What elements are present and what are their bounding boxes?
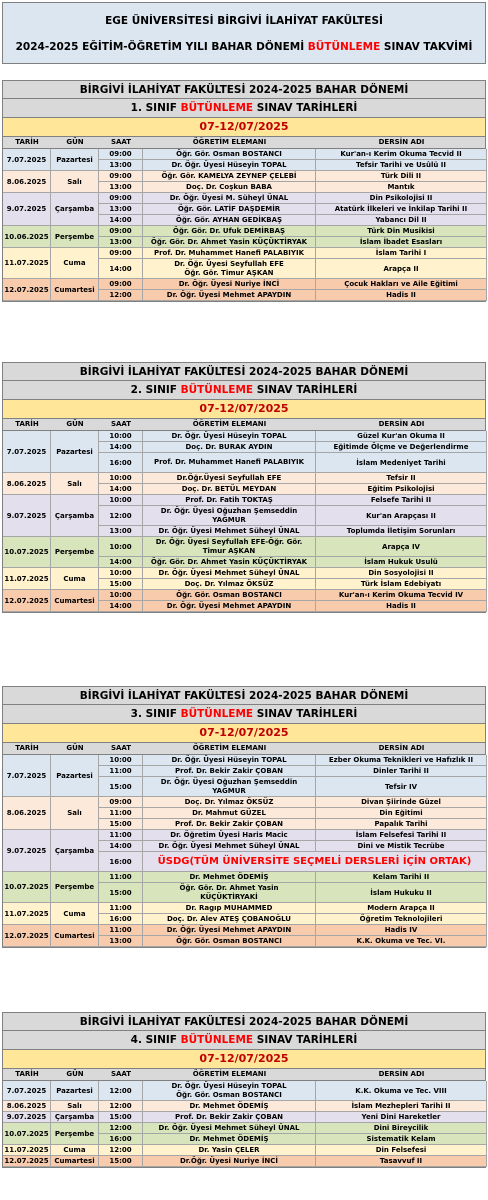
- exam-time: 15:00: [99, 819, 143, 830]
- exam-day: Pazartesi: [51, 755, 99, 797]
- instructor-name: Prof. Dr. Muhammet Hanefi PALABIYIK: [143, 248, 316, 259]
- exam-date: 7.07.2025: [3, 149, 51, 171]
- exam-time: 10:00: [99, 568, 143, 579]
- exam-time: 09:00: [99, 279, 143, 290]
- exam-day: Cumartesi: [51, 925, 99, 947]
- course-name: İslam Hukuk Usulü: [316, 557, 487, 568]
- exam-date: 7.07.2025: [3, 1081, 51, 1101]
- instructor-name: Dr. Mehmet ÖDEMİŞ: [143, 1101, 316, 1112]
- course-name: Din Sosyolojisi II: [316, 568, 487, 579]
- course-name: Papalık Tarihi: [316, 819, 487, 830]
- exam-time: 11:00: [99, 830, 143, 841]
- course-name: Eğitim Psikolojisi: [316, 484, 487, 495]
- course-name: Sistematik Kelam: [316, 1134, 487, 1145]
- column-header-tarih: TARİH: [15, 744, 39, 752]
- section-subtitle: [2, 1031, 486, 1050]
- exam-date: 9.07.2025: [3, 1112, 51, 1123]
- course-name: Çocuk Hakları ve Aile Eğitimi: [316, 279, 487, 290]
- exam-period: 07-12/07/2025: [2, 118, 486, 137]
- exam-day: Cumartesi: [51, 590, 99, 612]
- course-name: Hadis II: [316, 601, 487, 612]
- course-name: Kur'an-ı Kerim Okuma Tecvid II: [316, 149, 487, 160]
- exam-time: 15:00: [99, 1112, 143, 1123]
- exam-time: 11:00: [99, 925, 143, 936]
- exam-period: 07-12/07/2025: [2, 400, 486, 419]
- instructor-name: Öğr. Gör. Dr. Ahmet Yasin KÜÇÜKTİRYAK: [143, 557, 316, 568]
- exam-period: 07-12/07/2025: [2, 724, 486, 743]
- exam-time: 13:00: [99, 526, 143, 537]
- course-name: Mantık: [316, 182, 487, 193]
- exam-time: 12:00: [99, 1081, 143, 1101]
- exam-date: 12.07.2025: [3, 1156, 51, 1167]
- instructor-name: Prof. Dr. Muhammet Hanefi PALABIYIK: [143, 453, 316, 473]
- course-name: Dini Bireycilik: [316, 1123, 487, 1134]
- exam-time: 14:00: [99, 484, 143, 495]
- exam-day: Perşembe: [51, 872, 99, 903]
- exam-time: 10:00: [99, 473, 143, 484]
- exam-date: 8.06.2025: [3, 171, 51, 193]
- exam-time: 09:00: [99, 171, 143, 182]
- column-header-ders: DERSİN ADI: [378, 744, 425, 752]
- course-name: Hadis IV: [316, 925, 487, 936]
- course-name: Kur'an-ı Kerim Okuma Tecvid IV: [316, 590, 487, 601]
- instructor-name: Öğr. Gör. LATİF DAŞDEMİR: [143, 204, 316, 215]
- exam-date: 12.07.2025: [3, 279, 51, 301]
- course-name: Eğitimde Ölçme ve Değerlendirme: [316, 442, 487, 453]
- column-header-row: [2, 1069, 486, 1081]
- exam-time: 10:00: [99, 590, 143, 601]
- instructor-name: Öğr. Gör. Osman BOSTANCI: [143, 936, 316, 947]
- instructor-name: Dr. Mehmet ÖDEMİŞ: [143, 872, 316, 883]
- course-name: Atatürk İlkeleri ve İnkilap Tarihi II: [316, 204, 487, 215]
- exam-day: Çarşamba: [51, 830, 99, 872]
- exam-day: Perşembe: [51, 537, 99, 568]
- schedule-title-highlight: BÜTÜNLEME: [307, 41, 381, 53]
- exam-time: 16:00: [99, 914, 143, 925]
- section-title: BİRGİVİ İLAHİYAT FAKÜLTESİ 2024-2025 BAHAR DÖNEMİ: [2, 1012, 486, 1031]
- column-header-tarih: TARİH: [15, 1070, 39, 1078]
- exam-time: 11:00: [99, 872, 143, 883]
- instructor-name: Dr. Öğr. Üyesi Nuriye İNCİ: [143, 279, 316, 290]
- instructor-name: Öğr. Gör. Dr. Ahmet Yasin KÜÇÜKTİRYAK: [143, 237, 316, 248]
- column-header-row: [2, 419, 486, 431]
- course-name: Öğretim Teknolojileri: [316, 914, 487, 925]
- instructor-name: Dr. Öğr. Üyesi Seyfullah EFE-Öğr. Gör. Timur AŞKAN: [143, 537, 316, 557]
- exam-day: Çarşamba: [51, 1112, 99, 1123]
- course-name: Arapça II: [316, 259, 487, 279]
- subtitle-suffix: SINAV TARİHLERİ: [253, 384, 358, 396]
- subtitle-highlight: BÜTÜNLEME: [180, 708, 254, 720]
- column-header-ogretim: ÖĞRETİM ELEMANI: [192, 138, 267, 146]
- column-header-saat: SAAT: [110, 1070, 132, 1078]
- exam-date: 11.07.2025: [3, 568, 51, 590]
- course-name: İslam Mezhepleri Tarihi II: [316, 1101, 487, 1112]
- section-subtitle: [2, 381, 486, 400]
- course-name: Yeni Dini Hareketler: [316, 1112, 487, 1123]
- exam-time: 14:00: [99, 841, 143, 852]
- exam-period: 07-12/07/2025: [2, 1050, 486, 1069]
- exam-time: 10:00: [99, 431, 143, 442]
- instructor-name: Dr. Öğr. Üyesi Mehmet Süheyl ÜNAL: [143, 1123, 316, 1134]
- subtitle-prefix: 2. SINIF: [130, 384, 181, 396]
- exam-day: Salı: [51, 171, 99, 193]
- course-name: Kelam Tarihi II: [316, 872, 487, 883]
- class-section-1: [2, 80, 486, 302]
- exam-time: 12:00: [99, 1123, 143, 1134]
- schedule-title-prefix: 2024-2025 EĞİTİM-ÖĞRETİM YILI BAHAR DÖNEMİ: [15, 41, 308, 53]
- course-name: Türk İslam Edebiyatı: [316, 579, 487, 590]
- course-name: Ezber Okuma Teknikleri ve Hafızlık II: [316, 755, 487, 766]
- course-name: Modern Arapça II: [316, 903, 487, 914]
- instructor-name: Öğr. Gör. AYHAN GEDİKBAŞ: [143, 215, 316, 226]
- exam-date: 10.07.2025: [3, 537, 51, 568]
- column-header-gun: GÜN: [66, 138, 84, 146]
- exam-day: Pazartesi: [51, 149, 99, 171]
- exam-date: 8.06.2025: [3, 473, 51, 495]
- exam-date: 11.07.2025: [3, 903, 51, 925]
- exam-day: Salı: [51, 1101, 99, 1112]
- instructor-name: Doç. Dr. Alev ATEŞ ÇOBANOĞLU: [143, 914, 316, 925]
- instructor-name: Dr. Ragıp MUHAMMED: [143, 903, 316, 914]
- course-name: Dini ve Mistik Tecrübe: [316, 841, 487, 852]
- page-header: [2, 2, 486, 64]
- column-header-ogretim: ÖĞRETİM ELEMANI: [192, 1070, 267, 1078]
- class-section-4: [2, 1012, 486, 1168]
- course-name: Arapça IV: [316, 537, 487, 557]
- course-name: Güzel Kur'an Okuma II: [316, 431, 487, 442]
- course-name: K.K. Okuma ve Tec. VI.: [316, 936, 487, 947]
- course-name: İslam Medeniyet Tarihi: [316, 453, 487, 473]
- instructor-name: Dr.Öğr. Üyesi Nuriye İNCİ: [143, 1156, 316, 1167]
- column-header-ogretim: ÖĞRETİM ELEMANI: [192, 420, 267, 428]
- instructor-name: Öğr. Gör. Dr. Ufuk DEMİRBAŞ: [143, 226, 316, 237]
- instructor-name: Dr. Öğr. Üyesi M. Süheyl ÜNAL: [143, 193, 316, 204]
- instructor-name: Öğr. Gör. Osman BOSTANCI: [143, 149, 316, 160]
- course-name: İslam Tarihi I: [316, 248, 487, 259]
- instructor-name: Dr. Öğr. Üyesi Mehmet APAYDIN: [143, 290, 316, 301]
- course-name: Tasavvuf II: [316, 1156, 487, 1167]
- exam-time: 11:00: [99, 808, 143, 819]
- instructor-name: Doç. Dr. Coşkun BABA: [143, 182, 316, 193]
- exam-time: 14:00: [99, 259, 143, 279]
- column-header-gun: GÜN: [66, 744, 84, 752]
- course-name: Türk Dili II: [316, 171, 487, 182]
- section-subtitle: [2, 99, 486, 118]
- schedule-title: [3, 41, 485, 53]
- exam-time: 11:00: [99, 903, 143, 914]
- exam-time: 12:00: [99, 290, 143, 301]
- exam-time: 09:00: [99, 193, 143, 204]
- exam-table: [2, 431, 486, 613]
- exam-date: 10.07.2025: [3, 872, 51, 903]
- instructor-name: Dr.Öğr.Üyesi Seyfullah EFE: [143, 473, 316, 484]
- faculty-title: EGE ÜNİVERSİTESİ BİRGİVİ İLAHİYAT FAKÜLTESİ: [105, 15, 383, 27]
- subtitle-suffix: SINAV TARİHLERİ: [253, 102, 358, 114]
- column-header-ders: DERSİN ADI: [378, 138, 425, 146]
- exam-day: Cuma: [51, 248, 99, 279]
- instructor-name: Dr. Mahmut GÜZEL: [143, 808, 316, 819]
- column-header-row: [2, 137, 486, 149]
- instructor-name: Doç. Dr. BETÜL MEYDAN: [143, 484, 316, 495]
- exam-time: 16:00: [99, 453, 143, 473]
- exam-time: 15:00: [99, 883, 143, 903]
- exam-date: 12.07.2025: [3, 590, 51, 612]
- subtitle-suffix: SINAV TARİHLERİ: [253, 1034, 358, 1046]
- course-name: Toplumda İletişim Sorunları: [316, 526, 487, 537]
- exam-date: 10.07.2025: [3, 1123, 51, 1145]
- exam-time: 14:00: [99, 557, 143, 568]
- instructor-name: Dr. Öğr. Üyesi Mehmet Süheyl ÜNAL: [143, 841, 316, 852]
- instructor-name: Öğr. Gör. Osman BOSTANCI: [143, 590, 316, 601]
- exam-table: [2, 149, 486, 302]
- instructor-name: Dr. Öğr. Üyesi Hüseyin TOPAL: [143, 755, 316, 766]
- course-name: Felsefe Tarihi II: [316, 495, 487, 506]
- course-name: K.K. Okuma ve Tec. VIII: [316, 1081, 487, 1101]
- exam-day: Perşembe: [51, 226, 99, 248]
- instructor-name: Prof. Dr. Bekir Zakir ÇOBAN: [143, 819, 316, 830]
- column-header-tarih: TARİH: [15, 420, 39, 428]
- schedule-title-suffix: SINAV TAKVİMİ: [380, 41, 473, 53]
- column-header-ogretim: ÖĞRETİM ELEMANI: [192, 744, 267, 752]
- subtitle-prefix: 4. SINIF: [130, 1034, 181, 1046]
- instructor-name: Prof. Dr. Fatih TOKTAŞ: [143, 495, 316, 506]
- exam-date: 9.07.2025: [3, 495, 51, 537]
- exam-date: 12.07.2025: [3, 925, 51, 947]
- course-name: Tefsir IV: [316, 777, 487, 797]
- column-header-saat: SAAT: [110, 744, 132, 752]
- instructor-name: Prof. Dr. Bekir Zakir ÇOBAN: [143, 1112, 316, 1123]
- exam-date: 8.06.2025: [3, 1101, 51, 1112]
- exam-time: 09:00: [99, 149, 143, 160]
- section-title: BİRGİVİ İLAHİYAT FAKÜLTESİ 2024-2025 BAHAR DÖNEMİ: [2, 80, 486, 99]
- exam-time: 09:00: [99, 226, 143, 237]
- instructor-name: Dr. Öğr. Üyesi Oğuzhan Şemseddin YAĞMUR: [143, 506, 316, 526]
- course-name: Din Felsefesi: [316, 1145, 487, 1156]
- class-section-2: [2, 362, 486, 613]
- subtitle-highlight: BÜTÜNLEME: [180, 384, 254, 396]
- exam-day: Pazartesi: [51, 1081, 99, 1101]
- exam-date: 9.07.2025: [3, 830, 51, 872]
- exam-time: 13:00: [99, 204, 143, 215]
- exam-date: 7.07.2025: [3, 755, 51, 797]
- instructor-name: Dr. Yasin ÇELER: [143, 1145, 316, 1156]
- exam-table: [2, 1081, 486, 1168]
- exam-time: 12:00: [99, 1145, 143, 1156]
- instructor-name: Öğr. Gör. Dr. Ahmet Yasin KÜÇÜKTİRYAKİ: [143, 883, 316, 903]
- instructor-name: Dr. Öğr. Üyesi Seyfullah EFE Öğr. Gör. Timur AŞKAN: [143, 259, 316, 279]
- column-header-saat: SAAT: [110, 138, 132, 146]
- subtitle-prefix: 3. SINIF: [130, 708, 181, 720]
- exam-time: 13:00: [99, 936, 143, 947]
- exam-time: 10:00: [99, 537, 143, 557]
- exam-day: Salı: [51, 797, 99, 830]
- course-name: Dinler Tarihi II: [316, 766, 487, 777]
- subtitle-prefix: 1. SINIF: [130, 102, 181, 114]
- exam-day: Cumartesi: [51, 279, 99, 301]
- column-header-tarih: TARİH: [15, 138, 39, 146]
- exam-day: Cumartesi: [51, 1156, 99, 1167]
- section-title: BİRGİVİ İLAHİYAT FAKÜLTESİ 2024-2025 BAHAR DÖNEMİ: [2, 686, 486, 705]
- exam-time: 14:00: [99, 442, 143, 453]
- section-title: BİRGİVİ İLAHİYAT FAKÜLTESİ 2024-2025 BAHAR DÖNEMİ: [2, 362, 486, 381]
- course-name: Türk Din Musikisi: [316, 226, 487, 237]
- exam-time: 13:00: [99, 237, 143, 248]
- exam-time: 12:00: [99, 506, 143, 526]
- course-name: Yabancı Dil II: [316, 215, 487, 226]
- exam-date: 11.07.2025: [3, 248, 51, 279]
- exam-time: 09:00: [99, 248, 143, 259]
- instructor-name: Öğr. Gör. KAMELYA ZEYNEP ÇELEBİ: [143, 171, 316, 182]
- exam-day: Cuma: [51, 568, 99, 590]
- exam-date: 9.07.2025: [3, 193, 51, 226]
- exam-date: 11.07.2025: [3, 1145, 51, 1156]
- instructor-name: Doç. Dr. Yılmaz ÖKSÜZ: [143, 579, 316, 590]
- instructor-name: Dr. Öğr. Üyesi Mehmet APAYDIN: [143, 601, 316, 612]
- instructor-name: Dr. Mehmet ÖDEMİŞ: [143, 1134, 316, 1145]
- exam-time: 11:00: [99, 766, 143, 777]
- exam-day: Cuma: [51, 903, 99, 925]
- instructor-name: Dr. Öğr. Üyesi Mehmet Süheyl ÜNAL: [143, 526, 316, 537]
- instructor-name: Dr. Öğr. Üyesi Mehmet APAYDIN: [143, 925, 316, 936]
- course-name: Divan Şiirinde Güzel: [316, 797, 487, 808]
- instructor-name: Dr. Öğr. Üyesi Hüseyin TOPAL: [143, 160, 316, 171]
- exam-day: Çarşamba: [51, 495, 99, 537]
- instructor-name: Dr. Öğr. Üyesi Mehmet Süheyl ÜNAL: [143, 568, 316, 579]
- exam-day: Pazartesi: [51, 431, 99, 473]
- exam-time: 15:00: [99, 1156, 143, 1167]
- instructor-name: Doç. Dr. Yılmaz ÖKSÜZ: [143, 797, 316, 808]
- exam-time: 13:00: [99, 160, 143, 171]
- column-header-ders: DERSİN ADI: [378, 420, 425, 428]
- course-name: Hadis II: [316, 290, 487, 301]
- instructor-name: Dr. Öğr. Üyesi Hüseyin TOPAL Öğr. Gör. Osman BOSTANCI: [143, 1081, 316, 1101]
- course-name: Kur'an Arapçası II: [316, 506, 487, 526]
- exam-time: 10:00: [99, 755, 143, 766]
- subtitle-highlight: BÜTÜNLEME: [180, 102, 254, 114]
- exam-time: 16:00: [99, 1134, 143, 1145]
- exam-time: 14:00: [99, 601, 143, 612]
- column-header-gun: GÜN: [66, 1070, 84, 1078]
- instructor-name: Prof. Dr. Bekir Zakir ÇOBAN: [143, 766, 316, 777]
- exam-time: 15:00: [99, 579, 143, 590]
- instructor-name: Doç. Dr. BURAK AYDIN: [143, 442, 316, 453]
- exam-table: [2, 755, 486, 948]
- instructor-name: Dr. Öğr. Üyesi Oğuzhan Şemseddin YAĞMUR: [143, 777, 316, 797]
- exam-time: 13:00: [99, 182, 143, 193]
- exam-date: 7.07.2025: [3, 431, 51, 473]
- exam-date: 10.06.2025: [3, 226, 51, 248]
- course-name: Tefsir II: [316, 473, 487, 484]
- exam-day: Salı: [51, 473, 99, 495]
- class-section-3: [2, 686, 486, 948]
- instructor-name: Dr. Öğr. Üyesi Hüseyin TOPAL: [143, 431, 316, 442]
- course-name: Din Psikolojisi II: [316, 193, 487, 204]
- exam-time: 10:00: [99, 495, 143, 506]
- course-name: Tefsir Tarihi ve Usûlü II: [316, 160, 487, 171]
- exam-day: Çarşamba: [51, 193, 99, 226]
- column-header-gun: GÜN: [66, 420, 84, 428]
- course-name: Din Eğitimi: [316, 808, 487, 819]
- exam-time: 12:00: [99, 1101, 143, 1112]
- column-header-row: [2, 743, 486, 755]
- exam-time: 14:00: [99, 215, 143, 226]
- column-header-ders: DERSİN ADI: [378, 1070, 425, 1078]
- exam-day: Cuma: [51, 1145, 99, 1156]
- subtitle-suffix: SINAV TARİHLERİ: [253, 708, 358, 720]
- exam-day: Perşembe: [51, 1123, 99, 1145]
- exam-time: 09:00: [99, 797, 143, 808]
- exam-time: 15:00: [99, 777, 143, 797]
- course-name: İslam Hukuku II: [316, 883, 487, 903]
- common-elective-note: ÜSDG(TÜM ÜNİVERSİTE SEÇMELİ DERSLERİ İÇİN ORTAK): [143, 852, 487, 872]
- exam-time: 16:00: [99, 852, 143, 872]
- section-subtitle: [2, 705, 486, 724]
- course-name: İslam Felsefesi Tarihi II: [316, 830, 487, 841]
- column-header-saat: SAAT: [110, 420, 132, 428]
- exam-date: 8.06.2025: [3, 797, 51, 830]
- course-name: İslam İbadet Esasları: [316, 237, 487, 248]
- subtitle-highlight: BÜTÜNLEME: [180, 1034, 254, 1046]
- instructor-name: Dr. Öğretim Üyesi Haris Macic: [143, 830, 316, 841]
